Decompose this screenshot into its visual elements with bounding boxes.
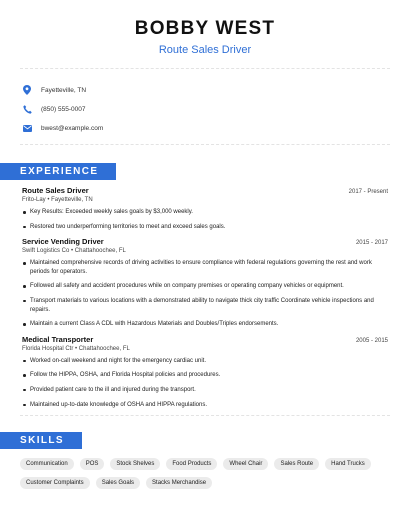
job-entry bbox=[22, 186, 388, 231]
job-bullet: Transport materials to various locations with a demonstrated ability to navigate thick city traffic Coordinate vehicle inspections and repairs. bbox=[22, 297, 388, 314]
skill-chip: POS bbox=[80, 458, 105, 470]
job-bullet: Worked on-call weekend and night for the emergency cardiac unit. bbox=[22, 357, 388, 366]
experience-heading: EXPERIENCE bbox=[0, 163, 116, 180]
job-company: Florida Hospital Ctr • Chattahoochee, FL bbox=[22, 345, 130, 352]
job-dates: 2015 - 2017 bbox=[355, 240, 388, 247]
skill-chip: Sales Goals bbox=[96, 477, 140, 489]
job-title: Service Vending Driver bbox=[22, 237, 104, 247]
contact-phone-text: (850) 555-0007 bbox=[41, 105, 86, 113]
skill-chip: Hand Trucks bbox=[325, 458, 371, 470]
skills-section bbox=[0, 430, 410, 496]
location-pin-icon bbox=[22, 85, 32, 95]
contact-location-text: Fayetteville, TN bbox=[41, 86, 87, 94]
job-bullet: Provided patient care to the ill and injured during the transport. bbox=[22, 386, 388, 395]
job-title: Medical Transporter bbox=[22, 334, 94, 344]
candidate-title: Route Sales Driver bbox=[158, 44, 252, 56]
skill-chip: Wheel Chair bbox=[223, 458, 268, 470]
resume-header bbox=[0, 0, 410, 56]
job-entry bbox=[22, 335, 388, 409]
job-bullet: Followed all safety and accident procedures while on company premises or operating company vehicles or equipment. bbox=[22, 282, 388, 291]
skill-chip: Stacks Merchandise bbox=[146, 477, 212, 489]
job-dates: 2017 - Present bbox=[348, 189, 388, 195]
job-company: Frito-Lay • Fayetteville, TN bbox=[22, 197, 93, 203]
contact-email-text: bwest@example.com bbox=[41, 124, 104, 132]
contact-list bbox=[0, 69, 410, 144]
contact-email[interactable] bbox=[22, 119, 388, 137]
skill-chip: Food Products bbox=[166, 458, 217, 470]
job-bullet: Maintained up-to-date knowledge of OSHA and HIPPA regulations. bbox=[22, 401, 388, 410]
job-title: Route Sales Driver bbox=[22, 186, 89, 195]
job-bullet: Key Results: Exceeded weekly sales goals by $3,000 weekly. bbox=[22, 208, 388, 217]
contact-location bbox=[22, 81, 388, 99]
job-bullet: Follow the HIPPA, OSHA, and Florida Hospital policies and procedures. bbox=[22, 371, 388, 380]
experience-section bbox=[0, 161, 410, 409]
divider bbox=[20, 415, 390, 416]
skill-chip: Sales Route bbox=[274, 458, 319, 470]
job-bullet: Maintained comprehensive records of driving activities to ensure compliance with federal regulations governing the rest and work periods for operators. bbox=[22, 259, 388, 276]
skill-chip: Customer Complaints bbox=[20, 477, 90, 489]
phone-icon bbox=[22, 104, 32, 114]
skills-heading: SKILLS bbox=[0, 432, 82, 449]
contact-phone[interactable] bbox=[22, 100, 388, 118]
job-company: Swift Logistics Co • Chattahoochee, FL bbox=[22, 248, 126, 255]
job-bullet: Restored two underperforming territories to meet and exceed sales goals. bbox=[22, 223, 388, 232]
envelope-icon bbox=[22, 123, 32, 133]
job-dates: 2005 - 2015 bbox=[355, 337, 388, 344]
divider bbox=[20, 144, 390, 145]
job-entry bbox=[22, 237, 388, 329]
job-list bbox=[0, 180, 410, 409]
skill-chip: Communication bbox=[20, 458, 74, 470]
candidate-name: BOBBY WEST bbox=[134, 18, 276, 39]
skills-list bbox=[0, 449, 410, 496]
skill-chip: Stock Shelves bbox=[110, 458, 160, 470]
job-bullet: Maintain a current Class A CDL with Hazardous Materials and Doubles/Triples endorsements. bbox=[22, 320, 388, 329]
